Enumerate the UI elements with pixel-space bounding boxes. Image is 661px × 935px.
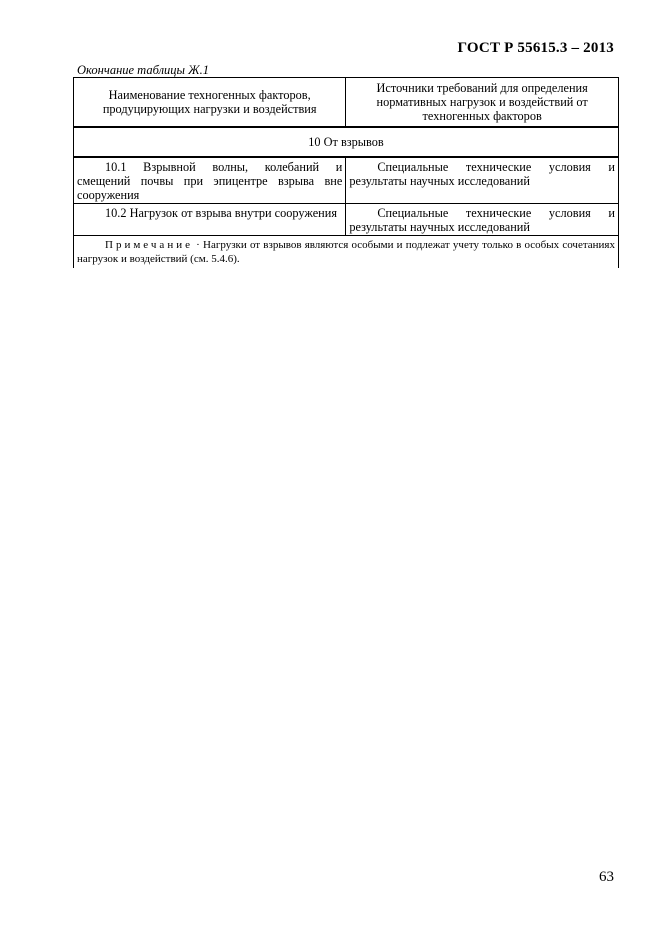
table-row: [74, 204, 619, 236]
factor-cell: 10.1 Взрывной волны, колебаний и смещений почвы при эпицентре взрыва вне сооружения: [74, 157, 346, 204]
section-row: [74, 127, 619, 157]
factors-table: [73, 77, 619, 268]
section-title: 10 От взрывов: [74, 127, 619, 157]
table-caption: Окончание таблицы Ж.1: [77, 63, 209, 77]
note-row: [74, 236, 619, 269]
note-cell: [74, 236, 619, 269]
source-cell: Специальные технические условия и результаты научных исследований: [346, 157, 619, 204]
column-header-sources: Источники требований для определения нормативных нагрузок и воздействий от техногенных факторов: [346, 78, 619, 128]
column-header-factors: Наименование техногенных факторов, продуцирующих нагрузки и воздействия: [74, 78, 346, 128]
note-text: Нагрузки от взрывов являются особыми и подлежат учету только в особых сочетаниях нагрузок и воздействий (см. 5.4.6).: [77, 239, 615, 265]
standard-code: ГОСТ Р 55615.3 – 2013: [457, 40, 614, 56]
source-cell: Специальные технические условия и результаты научных исследований: [346, 204, 619, 236]
factor-cell: 10.2 Нагрузок от взрыва внутри сооружения: [74, 204, 346, 236]
table-row: [74, 157, 619, 204]
note-separator: ·: [192, 239, 203, 251]
note-label: Примечание: [105, 239, 193, 251]
page-number: 63: [599, 869, 614, 885]
table-header-row: [74, 78, 619, 128]
